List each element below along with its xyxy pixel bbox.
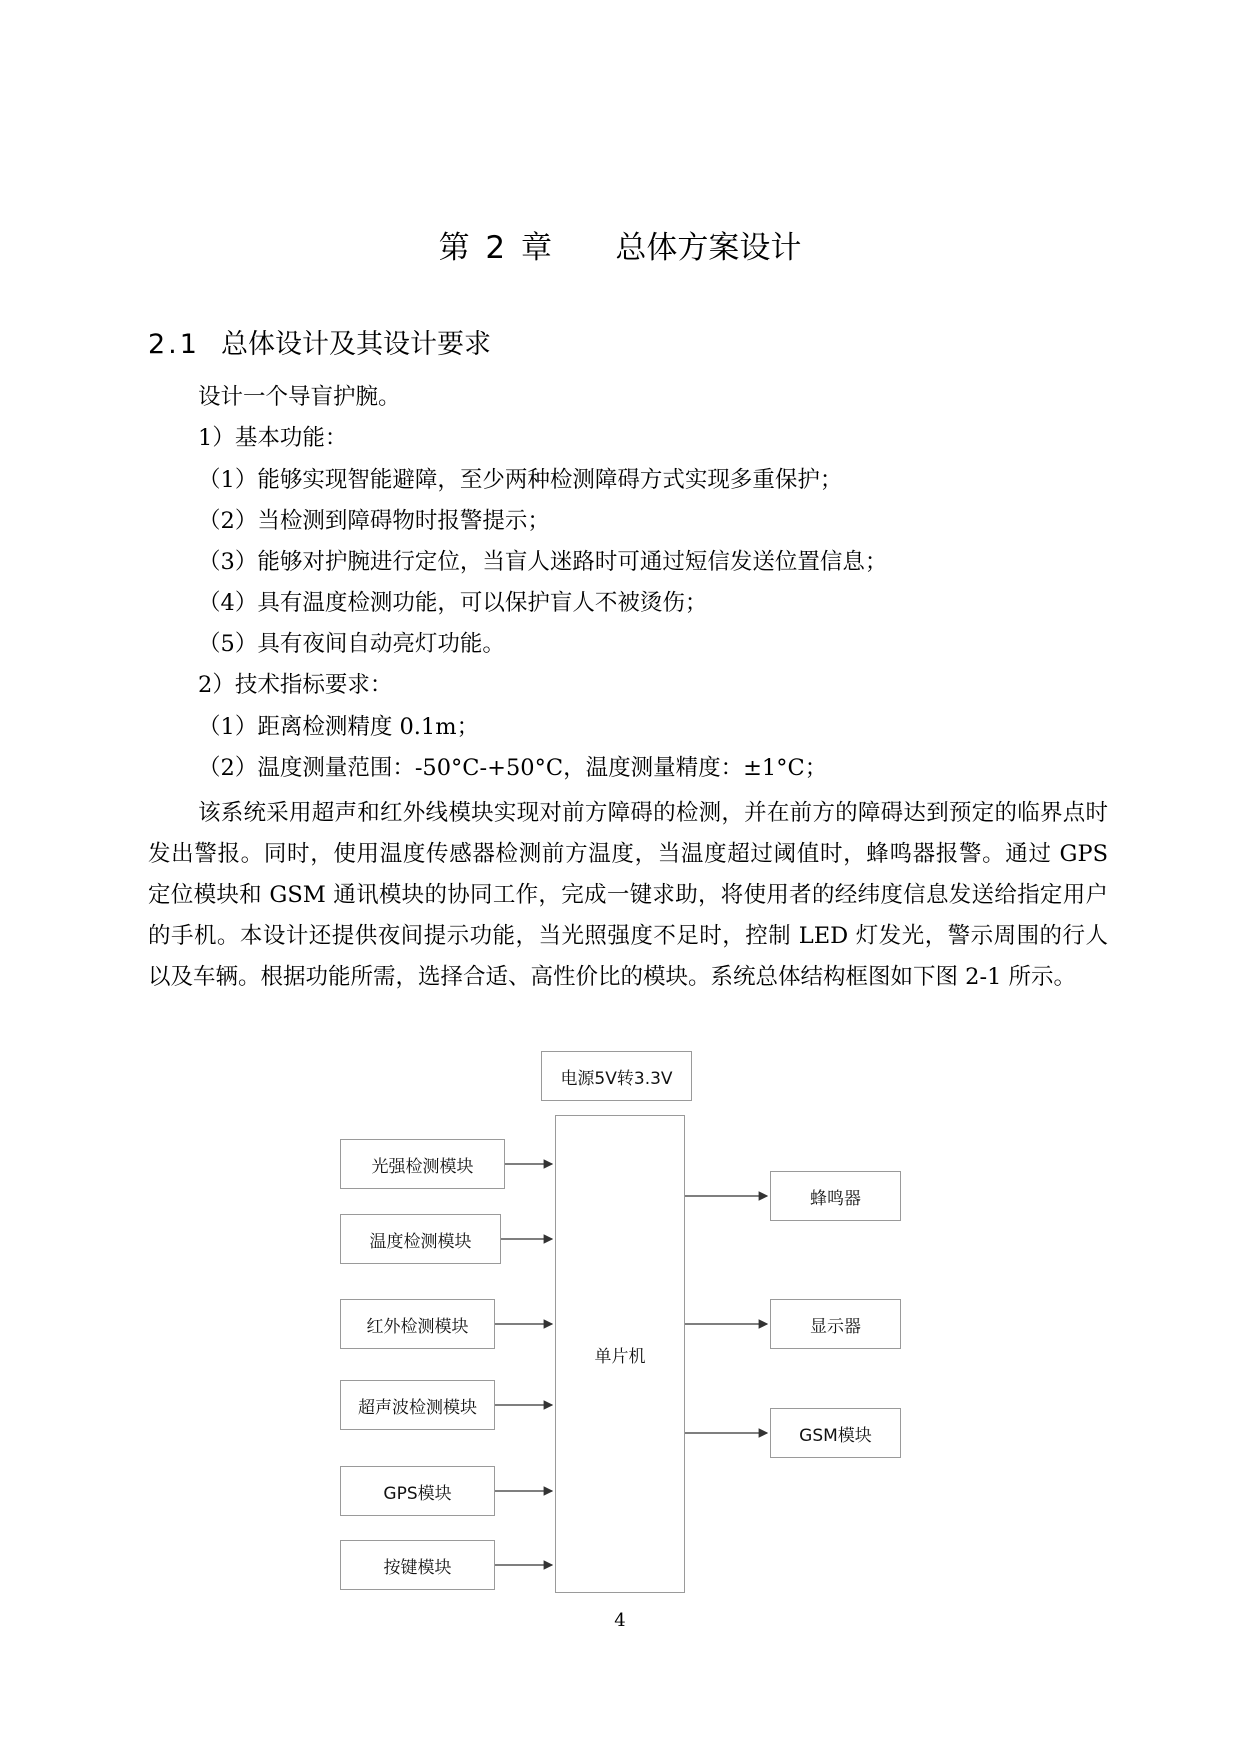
tech-specs-heading: 2）技术指标要求： xyxy=(198,672,393,698)
infrared-sensor-box: 红外检测模块 xyxy=(340,1299,495,1349)
temperature-sensor-box: 温度检测模块 xyxy=(340,1214,501,1264)
basic-functions-heading: 1）基本功能： xyxy=(198,425,348,451)
list-item: （4）具有温度检测功能，可以保护盲人不被烫伤； xyxy=(198,590,708,616)
display-box: 显示器 xyxy=(770,1299,901,1349)
list-item: （1）能够实现智能避障，至少两种检测障碍方式实现多重保护； xyxy=(198,467,843,493)
power-module-box: 电源5V转3.3V xyxy=(541,1051,692,1101)
section-heading xyxy=(148,326,491,364)
key-module-box: 按键模块 xyxy=(340,1540,495,1590)
chapter-title: 第 2 章 总体方案设计 xyxy=(438,230,802,266)
mcu-box: 单片机 xyxy=(555,1115,685,1593)
gps-module-box: GPS模块 xyxy=(340,1466,495,1516)
section-number: 2.1 xyxy=(148,329,200,360)
section-title: 总体设计及其设计要求 xyxy=(221,329,491,360)
light-sensor-box: 光强检测模块 xyxy=(340,1139,505,1189)
page-number: 4 xyxy=(614,1610,626,1631)
list-item: （2）温度测量范围：-50°C-+50°C，温度测量精度：±1°C； xyxy=(198,755,828,781)
list-item: （5）具有夜间自动亮灯功能。 xyxy=(198,631,505,657)
list-item: （2）当检测到障碍物时报警提示； xyxy=(198,508,550,534)
buzzer-box: 蜂鸣器 xyxy=(770,1171,901,1221)
intro-line: 设计一个导盲护腕。 xyxy=(198,384,401,410)
gsm-module-box: GSM模块 xyxy=(770,1408,901,1458)
list-item: （1）距离检测精度 0.1m； xyxy=(198,714,480,740)
list-item: （3）能够对护腕进行定位，当盲人迷路时可通过短信发送位置信息； xyxy=(198,549,888,575)
ultrasonic-sensor-box: 超声波检测模块 xyxy=(340,1380,495,1430)
system-block-diagram xyxy=(330,1045,910,1600)
body-paragraph: 该系统采用超声和红外线模块实现对前方障碍的检测，并在前方的障碍达到预定的临界点时发出警报。同时，使用温度传感器检测前方温度，当温度超过阈值时，蜂鸣器报警。通过 GPS 定位模块和 GSM 通讯模块的协同工作，完成一键求助，将使用者的经纬度信息发送给指定用户的手机。本设计还提供夜间提示功能，当光照强度不足时，控制 LED 灯发光，警示周围的行人以及车辆。根据功能所需，选择合适、高性价比的模块。系统总体结构框图如下图 2-1 所示。 xyxy=(148,800,1108,990)
